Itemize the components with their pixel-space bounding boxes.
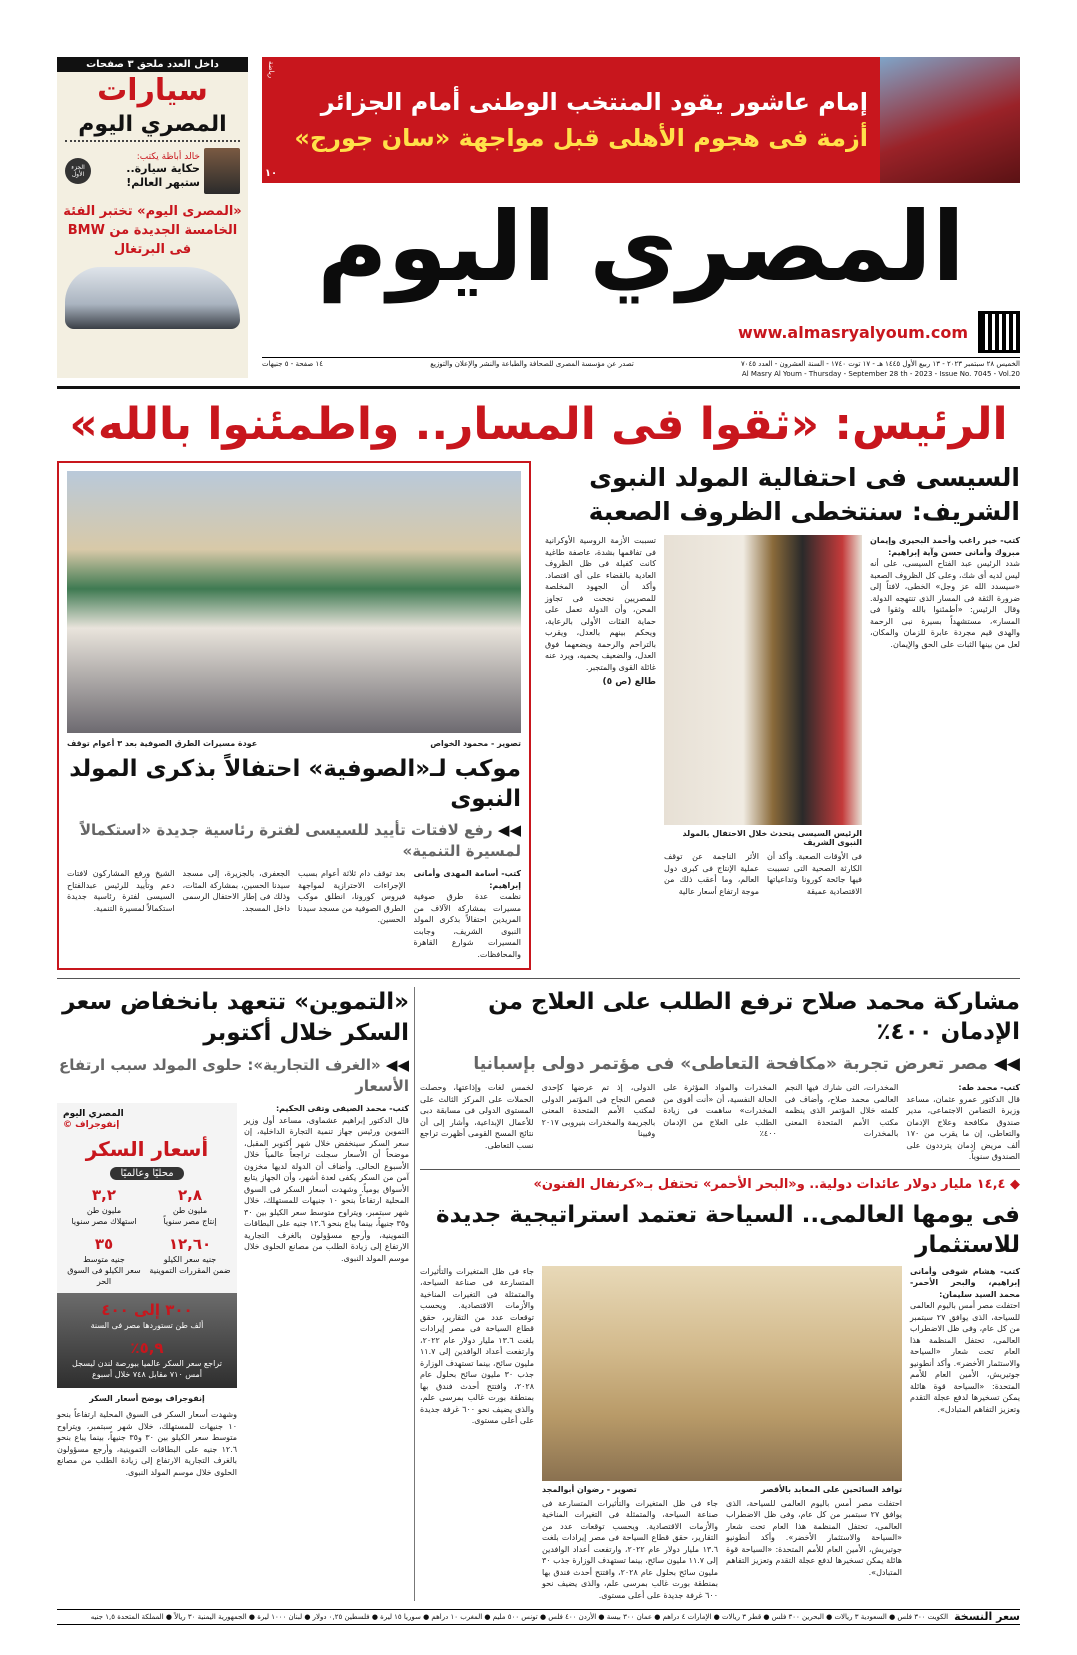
part-badge: الجزء الأول — [65, 158, 91, 184]
body-column: الأثر الناجمة عن توقف عملية الإنتاج فى كبرى دول العالم، وما أعقب ذلك من موجة ارتفاع أسعار عالية — [664, 852, 759, 896]
body-column: كتب- هشام شوقى وأمانى إبراهيم، والبحر الأحمر- محمد السيد سليمان: احتفلت مصر أمس باليوم العالمى للسياحة، الذى يوافق ٢٧ سبتمبر من كل عام، وفى ظل الاضطراب العالمى، تحتفل المنظمة هذا العام تحت شعار «السياحة والاستثمار الأخضر». وأكد أنطونيو جوتيريش، الأمين العام للأمم المتحدة: «السياحة قوة هائلة يمكن تسخيرها لدفع عجلة التقدم وتعزيز التفاهم المتبادل». — [910, 1266, 1021, 1414]
body-column: الجعفرى، بالجزيرة، إلى مسجد سيدنا الحسين، بمشاركة المئات، وذلك فى إطار الاحتفال الرسمى داخل المسجد. — [182, 869, 290, 913]
sisi-headline[interactable]: السيسى فى احتفالية المولد النبوى الشريف: سنتخطى الظروف الصعبة — [588, 463, 1020, 526]
byline: كتب- أسامة المهدى وأمانى إبراهيم: — [413, 869, 521, 890]
sufi-procession-photo — [67, 471, 521, 733]
website-link[interactable]: www.almasryalyoum.com — [738, 322, 968, 342]
stat: ٣٠٠ إلى ٤٠٠ ألف طن تستوردها مصر فى السنة — [90, 1301, 204, 1330]
photo-caption: عودة مسيرات الطرق الصوفية بعد ٣ أعوام توقف — [67, 739, 258, 748]
body-column: كتب- خير راغب وأحمد البحيرى وإيمان مبروك وأمانى حسن وآية إبراهيم: شدد الرئيس عبد الفتاح السيسى، على أنه ليس لديه أى شك، وعلى كل الظروف الصعبة «سيسدد الله عز وجل» الخطى، لافتاً إلى ضرورة الثقة فى المسار الذى تنتهجه الدولة. وقال الرئيس: «أطمئنوا بالله وثقوا فى المسار»، مستشهداً بسيرة نبى الرحمة والهدى قيم مجردة عابرة للزمان والمكان، لعل من بينها الثبات على الحق والإيمان. — [870, 536, 1020, 649]
supplement-title: سيارات — [97, 73, 208, 108]
author-byline: خالد أباظة يكتب: — [136, 152, 200, 162]
body-column: المخدرات، التى شارك فيها النجم العالمى محمد صلاح، وأضاف فى كلمته خلال المؤتمر الذى ينظمه مكتب الأمم المتحدة المعنى بالمخدرات — [784, 1083, 899, 1138]
body-column: المخدرات والمواد المؤثرة على الحالة النفسية، أن «أنت أقوى من المخدرات» ساهمت فى زيادة الطلب على العلاج من الإدمان ٤٠٠٪ — [663, 1083, 777, 1138]
supplement-promo[interactable] — [57, 57, 248, 378]
byline: كتب- خير راغب وأحمد البحيرى وإيمان مبروك وأمانى حسن وآية إبراهيم: — [870, 536, 1020, 557]
arrow-icon: ◀◀ — [492, 821, 521, 839]
salah-subheadline: ◀◀ مصر تعرض تجربة «مكافحة التعاطى» فى مؤتمر دولى بإسبانيا — [473, 1054, 1020, 1074]
salah-headline[interactable]: مشاركة محمد صلاح ترفع الطلب على العلاج من الإدمان ٤٠٠٪ — [488, 989, 1020, 1045]
date-arabic: الخميس ٢٨ سبتمبر ٢٠٢٣ - ١٣ ربيع الأول ١٤٤٥ هـ - ١٧ توت ١٧٤٠ - السنة العشرون - العدد ٧٠٤٥ — [741, 360, 1020, 368]
photo-credit: تصوير - محمود الخواص — [430, 739, 521, 748]
byline: كتب- هشام شوقى وأمانى إبراهيم، والبحر الأحمر- محمد السيد سليمان: — [910, 1266, 1020, 1299]
salah-body — [420, 1082, 1020, 1163]
president-speech-photo — [664, 535, 862, 825]
byline: كتب- محمد الصيفى وتقى الحكيم: — [275, 1104, 409, 1113]
continued-link[interactable]: طالع (ص ٥) — [602, 677, 656, 687]
page-count: ١٤ صفحة - ٥ جنيهات — [262, 360, 323, 368]
infographic-title: أسعار السكر — [85, 1137, 209, 1161]
qr-code-icon[interactable] — [978, 311, 1020, 353]
masthead-logo: المصري اليوم — [317, 191, 965, 303]
body-column: لخمس لغات وإذاعتها، وحصلت الحملات على المركز الثالث على المستوى الدولى فى مسابقة دبى للأعمال الإبداعية، وأشار إلى أن نتائج المسح القومى أظهرت تراجع نسب التعاطى. — [420, 1083, 534, 1150]
body-column: تسببت الأزمة الروسية الأوكرانية فى تفاقمها بشدة، عاصفة طاغية كانت كفيلة فى ظل الظروف العادية بالقضاء على أى اقتصاد. وأكد أن الجهود المخلصة للمصريين نجحت فى تجاوز المحن، وأن الدولة تعمل على حماية الفئات الأولى بالرعاية، ويحكم بينهم بالعدل، ويقرب بالتراحم والرحمة ويضعهما فوق العدل، والضعيف يحميه، ويرد عنه غائلة القوى والمتجبر. — [545, 536, 656, 672]
body-column: فى الأوقات الصعبة. وأكد أن الكارثة الصحية التى تسببت فيها جائحة كورونا وتداعياتها الاقتصادية عميقة — [767, 852, 862, 896]
page-ref: ١٠ — [264, 168, 278, 179]
sisi-story[interactable] — [545, 461, 1020, 970]
price-label: سعر النسخة — [954, 1610, 1020, 1623]
supplement-brand: المصري اليوم — [65, 110, 240, 142]
date-english: Al Masry Al Youm - Thursday - September 28 th - 2023 - Issue No. 7045 - Vol.20 — [741, 370, 1020, 378]
diamond-icon: ◆ — [1005, 1176, 1020, 1192]
infographic-brand: المصري اليوم — [63, 1109, 124, 1119]
front-page — [57, 57, 1020, 1625]
photo-caption: الرئيس السيسى يتحدث خلال الاحتفال بالمولد النبوى الشريف — [682, 829, 862, 847]
body-column: الشيخ ورفع المشاركون لافتات دعم وتأييد للرئيس عبدالفتاح السيسى لفترة رئاسية جديدة استكمالاً لمسيرة التنمية. — [67, 869, 175, 913]
body-column: وشهدت أسعار السكر فى السوق المحلية ارتفاعاً بنحو ١٠ جنيهات للمستهلك، خلال شهر سبتمبر، ويتراوح متوسط سعر الكيلو بين ٣٠ و٣٥ جنيهاً، بينما يباع بنحو ١٢.٦ جنيه على البطاقات التموينية، وأرجع مسؤولون بالغرف التجارية الارتفاع إلى زيادة الطلب من مصانع الحلوى خلال موسم المولد النبوى. — [57, 1410, 238, 1477]
stat: ٢,٨ مليون طن إنتاج مصر سنوياً — [163, 1186, 217, 1226]
sufi-headline: موكب لـ«الصوفية» احتفالاً بذكرى المولد النبوى — [69, 756, 521, 812]
column-title: حكاية سيارة.. ستبهر العالم! — [126, 162, 200, 189]
lower-stories — [57, 987, 1020, 1601]
masthead-row — [57, 57, 1020, 378]
main-headline[interactable]: الرئيس: «ثقوا فى المسار.. واطمئنوا بالله» — [69, 399, 1008, 450]
sufi-story[interactable] — [57, 461, 531, 970]
divider — [57, 386, 1020, 389]
body-column: بعد توقف دام ثلاثة أعوام بسبب الإجراءات الاحترازية لمواجهة فيروس كورونا، انطلق موكب الطرق الصوفية من مسجد سيدنا الحسين. — [298, 869, 406, 924]
body-column: احتفلت مصر أمس باليوم العالمى للسياحة، الذى يوافق ٢٧ سبتمبر من كل عام، وفى ظل الاضطراب العالمى، تحتفل المنظمة هذا العام تحت شعار «السياحة والاستثمار الأخضر». وأكد أنطونيو جوتيريش، الأمين العام للأمم المتحدة: «السياحة قوة هائلة يمكن تسخيرها لدفع عجلة التقدم وتعزيز التفاهم المتبادل». — [726, 1498, 902, 1577]
tamween-body-lower — [57, 1409, 237, 1478]
section-label: رياضة — [267, 61, 275, 79]
price-list: الكويت ٣٠٠ فلس ● السعودية ٣ ريالات ● البحرين ٣٠٠ فلس ● قطر ٣ ريالات ● الإمارات ٤ دراهم ● عمان ٣٠٠ بيسة ● الأردن ٤٠٠ فلس ● تونس ٥٠٠ مليم ● المغرب ١٠ دراهم ● سوريا ١٥ ليرة ● فلسطين ٠,٢٥ دولار ● لبنان ١٠٠٠ ليرة ● الجمهورية اليمنية ٣٠ ريالاً ● المملكة المتحدة ١,٥ جنيه — [90, 1613, 949, 1621]
sugar-infographic — [57, 1103, 237, 1388]
arrow-icon: ◀◀ — [380, 1056, 409, 1074]
dateline — [262, 357, 1020, 378]
masthead — [262, 57, 1020, 378]
supplement-banner: داخل العدد ملحق ٣ صفحات — [57, 57, 248, 72]
photo-credit: تصوير - رضوان أبوالمجد — [542, 1484, 637, 1494]
divider — [420, 1169, 1020, 1170]
body-column: كتب- محمد طه: قال الدكتور عمرو عثمان، مساعد وزيرة التضامن الاجتماعى، مدير صندوق مكافحة وعلاج الإدمان والتعاطى، إن ما يقرب من ١٧٠ ألف مريض إدمان يترددون على الصندوق سنوياً. — [906, 1083, 1020, 1161]
byline: كتب- محمد طه: — [958, 1083, 1020, 1092]
photo-caption: توافد السائحين على المعابد بالأقصر — [760, 1484, 902, 1494]
sports-banner[interactable] — [262, 57, 1020, 183]
luxor-temple-photo — [542, 1266, 902, 1481]
tourism-headline[interactable]: فى يومها العالمى.. السياحة تعتمد استراتيجية جديدة للاستثمار — [436, 1201, 1020, 1258]
infographic-pill: محليًا وعالميًا — [110, 1167, 183, 1180]
body-column: الدولى، إذ تم عرضها كإحدى قصص النجاح فى المؤتمر الدولى لمكتب الأمم المتحدة المعنى بالجريمة والمخدرات بنيروبى ٢٠١٧ وفيينا — [541, 1083, 656, 1138]
price-bar — [57, 1609, 1020, 1625]
sufi-subheadline: ◀◀ رفع لافتات تأييد للسيسى لفترة رئاسية جديدة «استكمالاً لمسيرة التنمية» — [79, 821, 521, 860]
body-column: جاء فى ظل المتغيرات والتأثيرات المتسارعة فى صناعة السياحة، والمتمثلة فى التغيرات المناخية والأزمات الاقتصادية. ويحسب توقعات عدد من التقارير، حقق قطاع السياحة فى مصر إيرادات بلغت ١٣.٦ مليار دولار عام ٢٠٢٢، وارتفعت أعداد الوافدين إلى ١١.٧ مليون سائح، بينما تستهدف الوزارة جذب ٣٠ مليون سائح بحلول عام ٢٠٢٨، وافتتح أحدث فندق بها بمنطقة بورت غالب بمرسى علم، والذى يضيف نحو ٦٠٠ غرفة جديدة على أعلى مستوى. — [542, 1498, 719, 1600]
column-divider — [414, 987, 415, 1601]
arrow-icon: ◀◀ — [987, 1054, 1020, 1074]
body-column: كتب- أسامة المهدى وأمانى إبراهيم: نظمت عدة طرق صوفية مسيرات بمشاركة الآلاف من المريدين احتفالاً بذكرى المولد النبوى الشريف، وجابت المسيرات شوارع القاهرة والمحافظات. — [413, 869, 521, 959]
sports-headline-2: أزمة فى هجوم الأهلى قبل مواجهة «سان جورج» — [294, 124, 868, 152]
body-column: كتب- محمد الصيفى وتقى الحكيم: قال الدكتور إبراهيم عشماوى، مساعد أول وزير التموين ورئيس جهاز تنمية التجارة الداخلية، إن سعر السكر سينخفض خلال شهر أكتوبر المقبل، موضحاً أن الأسعار سجلت تراجعاً عالمياً خلال الأسبوع الحالى. وأضاف أن الدولة لديها مخزون آمن من السكر يكفى لعدة أشهر، وأن الجهاز يتابع الأسواق يومياً. وشهدت أسعار السكر فى السوق المحلية ارتفاعاً بنحو ١٠ جنيهات للمستهلك، خلال شهر سبتمبر، ويتراوح متوسط سعر الكيلو بين ٣٠ و٣٥ جنيهاً، بينما يباع بنحو ١٢.٦ جنيه على البطاقات التموينية، وأرجع مسؤولون بالغرف التجارية الارتفاع إلى زيادة الطلب من مصانع الحلوى خلال موسم المولد النبوى. — [244, 1104, 410, 1263]
players-photo — [880, 57, 1020, 183]
author-photo — [204, 148, 240, 194]
sufi-body — [67, 868, 521, 960]
tamween-subheadline: ◀◀ «الغرف التجارية»: حلوى المولد سبب ارتفاع الأسعار — [59, 1056, 409, 1095]
stat: ٣٥ جنيه متوسط سعر الكيلو فى السوق الحر — [67, 1235, 141, 1286]
car-photo — [65, 267, 240, 329]
divider — [57, 978, 1020, 979]
lead-stories — [57, 461, 1020, 970]
supplement-headline: «المصرى اليوم» تختبر الفئة الخامسة الجديدة من BMW فى البرتغال — [63, 204, 242, 257]
stat: ٥,٩٪ تراجع سعر السكر عالميا ببورصة لندن ليسجل أمس ٧١٠ مقابل ٧٤٨ خلال أسبوع — [72, 1339, 222, 1379]
infographic-brand-sub: إنفوجراف © — [63, 1120, 120, 1130]
tourism-kicker: ◆ ١٤,٤ مليار دولار عائدات دولية.. و«البحر الأحمر» تحتفل بـ«كرنفال الفنون» — [533, 1176, 1020, 1192]
infographic-caption: إنفوجراف يوضح أسعار السكر — [89, 1394, 205, 1403]
sports-headline-1: إمام عاشور يقود المنتخب الوطنى أمام الجزائر — [320, 88, 868, 116]
publisher: تصدر عن مؤسسة المصرى للصحافة والطباعة والنشر والإعلان والتوزيع — [430, 360, 634, 368]
stat: ٣,٢ مليون طن استهلاك مصر سنويا — [71, 1186, 137, 1226]
body-column: جاء فى ظل المتغيرات والتأثيرات المتسارعة فى صناعة السياحة، والمتمثلة فى التغيرات المناخية والأزمات الاقتصادية. ويحسب توقعات عدد من التقارير، حقق قطاع السياحة فى مصر إيرادات بلغت ١٣.٦ مليار دولار عام ٢٠٢٢، وارتفعت أعداد الوافدين إلى ١١.٧ مليون سائح، بينما تستهدف الوزارة جذب ٣٠ مليون سائح بحلول عام ٢٠٢٨، وافتتح أحدث فندق بها بمنطقة بورت غالب بمرسى علم، والذى يضيف نحو ٦٠٠ غرفة جديدة على أعلى مستوى. — [420, 1266, 535, 1425]
stat: ١٢,٦٠ جنيه سعر الكيلو ضمن المقررات التموينية — [149, 1235, 231, 1275]
tamween-headline[interactable]: «التموين» تتعهد بانخفاض سعر السكر خلال أكتوبر — [62, 989, 409, 1046]
